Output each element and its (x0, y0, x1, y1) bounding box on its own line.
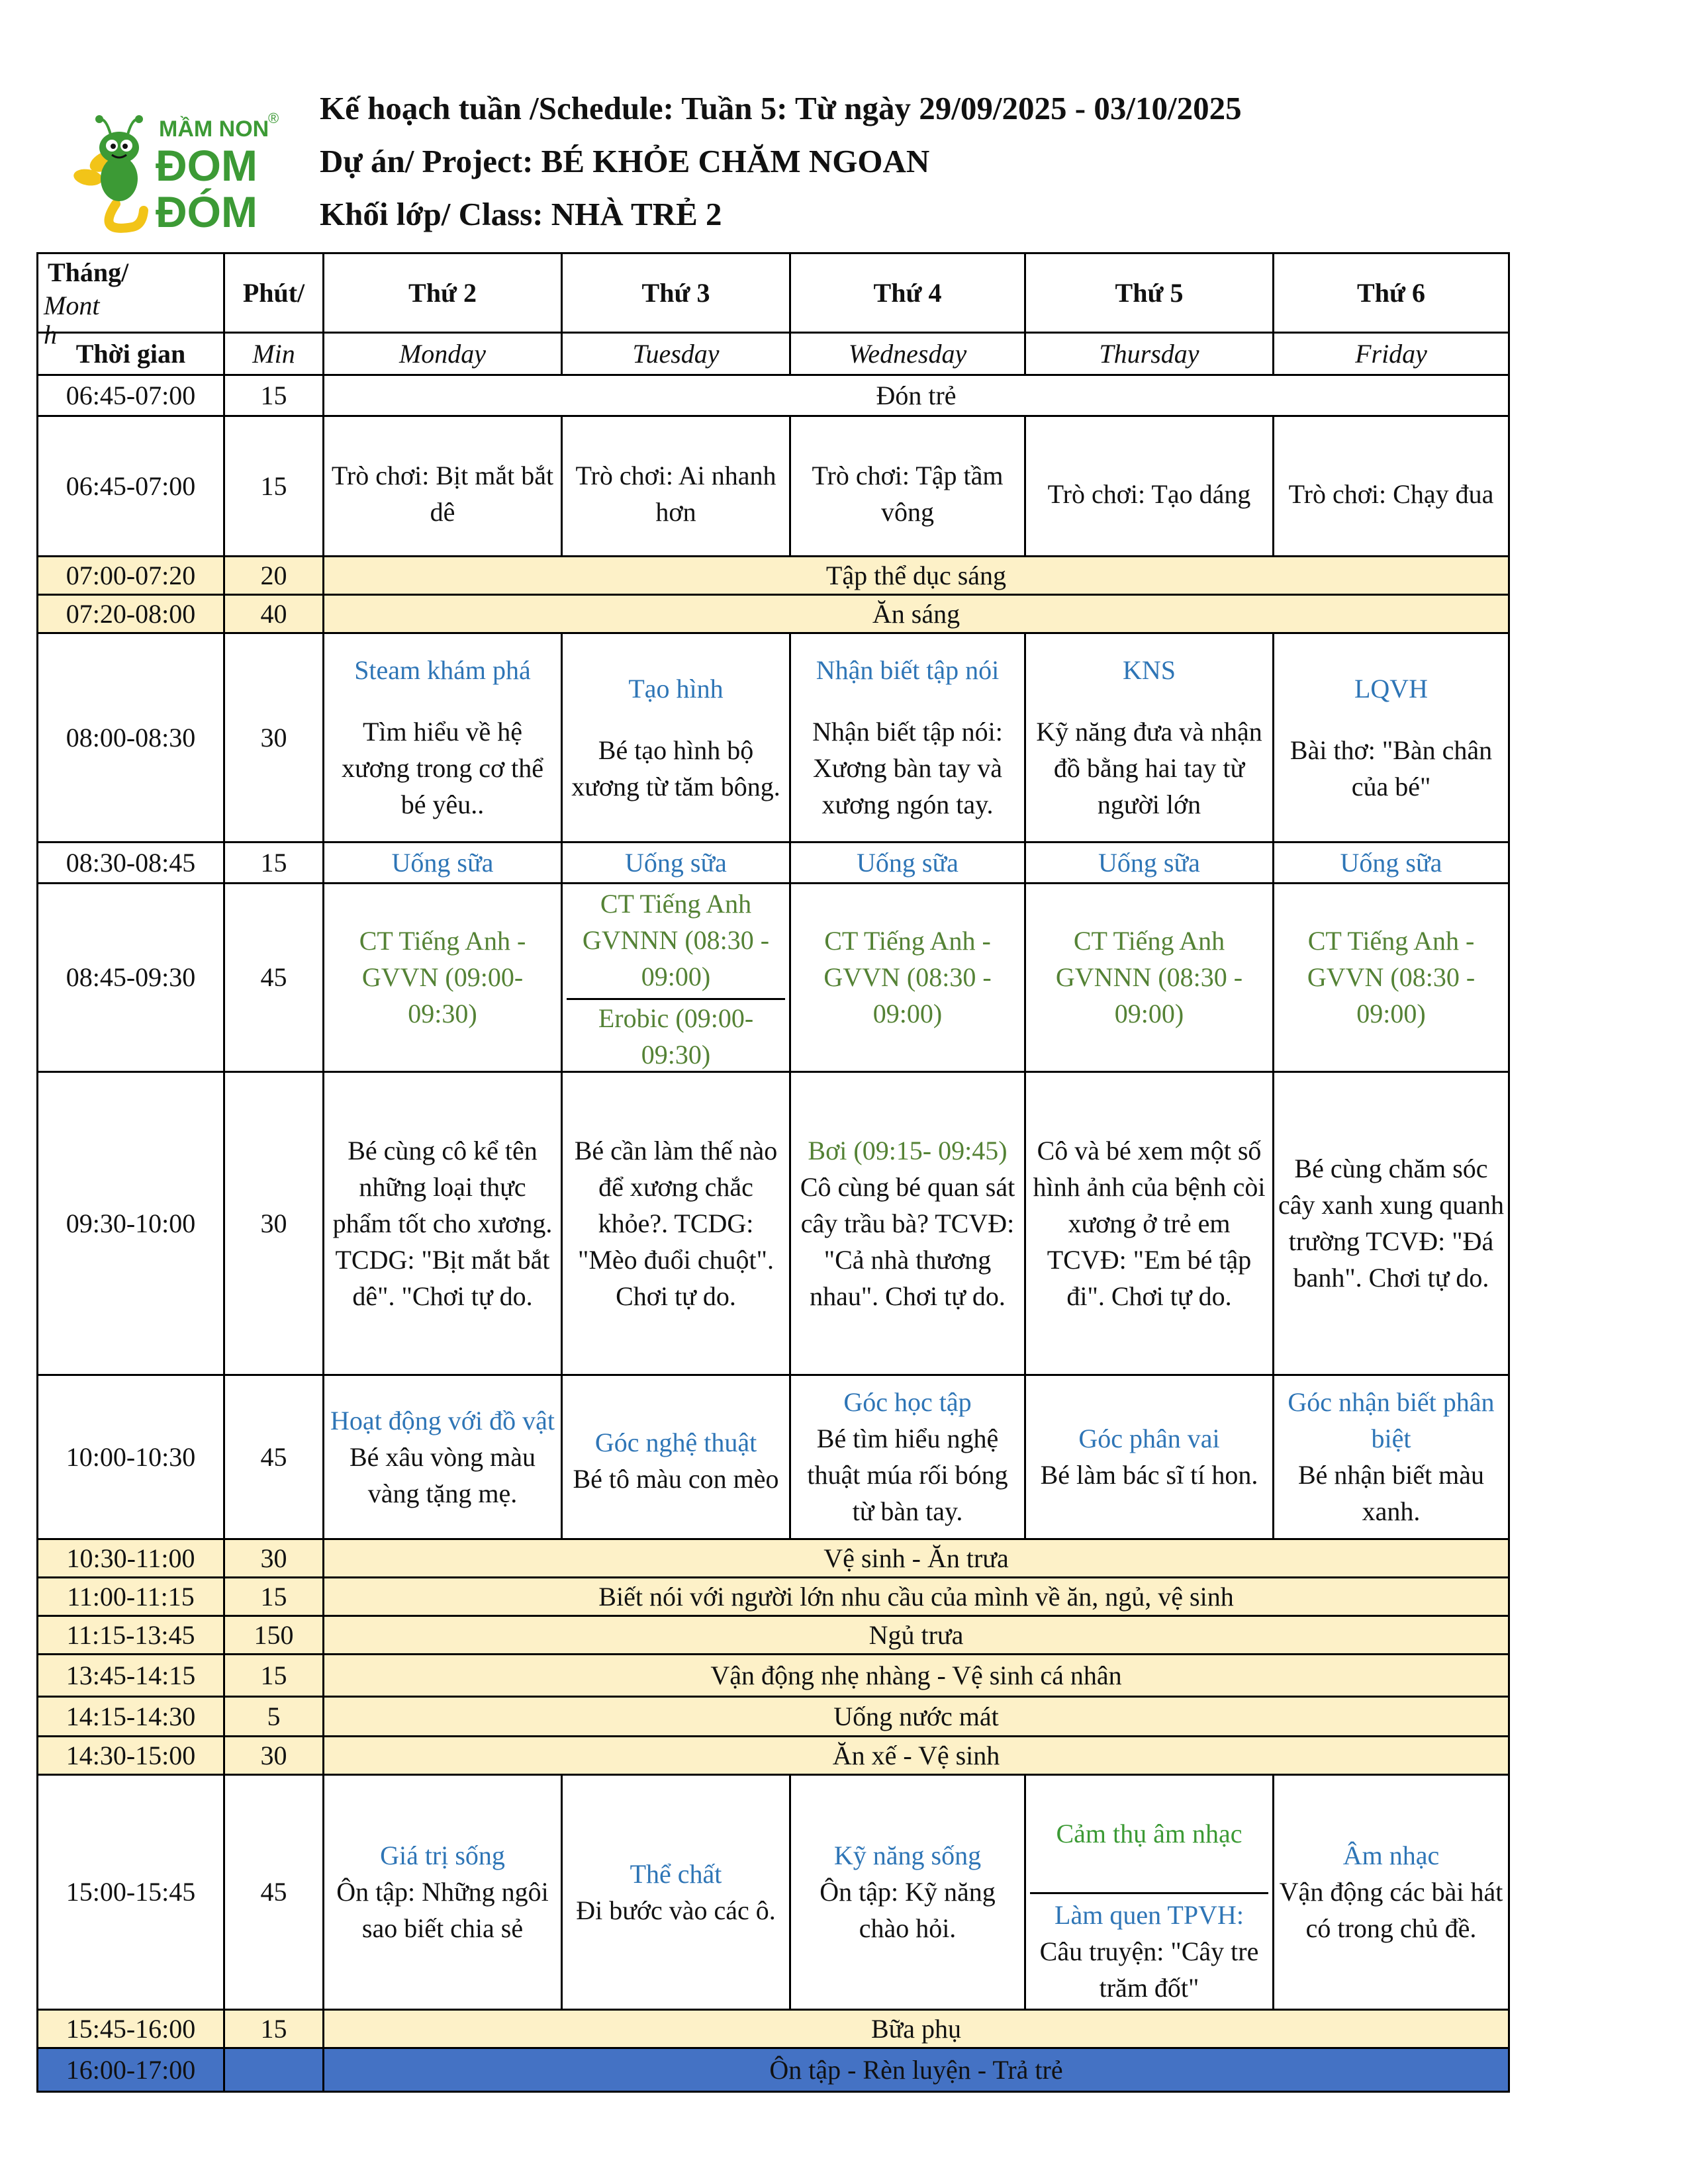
min-cell: 5 (224, 1696, 324, 1736)
day-en-tue: Tuesday (562, 332, 790, 375)
table-row (38, 1577, 1509, 1615)
lesson-cell-mon (324, 633, 562, 842)
english-cell-wed: CT Tiếng Anh - GVVN (08:30 - 09:00) (790, 883, 1025, 1071)
time-cell: 15:45-16:00 (38, 2009, 224, 2048)
subject-label: Steam khám phá (354, 655, 531, 686)
time-cell: 10:00-10:30 (38, 1375, 224, 1539)
header-row-days-en (38, 332, 1509, 375)
min-cell: 45 (224, 1375, 324, 1539)
time-cell: 15:00-15:45 (38, 1774, 224, 2009)
day-header-thu: Thứ 5 (1025, 253, 1274, 333)
min-cell: 15 (224, 2009, 324, 2048)
min-header: Phút/ (224, 253, 324, 333)
afternoon-cell-thu (1025, 1774, 1274, 2009)
day-header-wed: Thứ 4 (790, 253, 1025, 333)
corner-cell-tue (562, 1375, 790, 1539)
activity-cell: Uống nước mát (324, 1696, 1509, 1736)
month-label: Tháng/ (48, 257, 129, 287)
time-cell: 08:45-09:30 (38, 883, 224, 1071)
afternoon-cell-tue (562, 1774, 790, 2009)
activity-cell: Ngủ trưa (324, 1615, 1509, 1654)
lesson-text: Bài thơ: "Bàn chân của bé" (1289, 735, 1493, 801)
subject-label: Góc học tập (843, 1387, 972, 1418)
afternoon-text: Vận động các bài hát có trong chủ đề. (1279, 1877, 1503, 1944)
table-row (38, 1539, 1509, 1577)
table-row (38, 2048, 1509, 2091)
month-en-2: h (44, 319, 57, 349)
table-row (38, 2009, 1509, 2048)
music-appreciation: Cảm thụ âm nhạc (1056, 1819, 1243, 1849)
afternoon-text: Ôn tập: Kỹ năng chào hỏi. (820, 1877, 996, 1944)
game-cell-mon: Trò chơi: Bịt mắt bắt dê (324, 416, 562, 556)
activity-cell: Biết nói với người lớn nhu cầu của mình về ăn, ngủ, vệ sinh (324, 1577, 1509, 1615)
corner-cell-thu (1025, 1375, 1274, 1539)
day-en-wed: Wednesday (790, 332, 1025, 375)
table-row (38, 416, 1509, 556)
afternoon-text: Đi bước vào các ô. (576, 1895, 776, 1925)
milk-cell-fri: Uống sữa (1274, 842, 1509, 883)
registered-mark: ® (268, 110, 279, 126)
subject-label: Âm nhạc (1342, 1841, 1440, 1871)
subject-label: Góc nhận biết phân biệt (1288, 1387, 1495, 1454)
min-cell: 15 (224, 1654, 324, 1696)
header-row-days (38, 253, 1509, 333)
outdoor-cell-mon: Bé cùng cô kể tên những loại thực phẩm tốt cho xương. TCDG: "Bịt mắt bắt dê". "Chơi tự do. (324, 1071, 562, 1375)
min-cell (224, 2048, 324, 2091)
table-row (38, 1654, 1509, 1696)
corner-text: Bé tô màu con mèo (573, 1464, 779, 1494)
time-cell: 10:30-11:00 (38, 1539, 224, 1577)
dom-dom-logo (70, 105, 298, 237)
activity-cell: Vệ sinh - Ăn trưa (324, 1539, 1509, 1577)
min-cell: 20 (224, 556, 324, 594)
day-header-fri: Thứ 6 (1274, 253, 1509, 333)
class-title: Khối lớp/ Class: NHÀ TRẺ 2 (320, 196, 722, 232)
logo-line2: ĐOM (156, 141, 258, 190)
lesson-cell-thu (1025, 633, 1274, 842)
corner-text: Bé nhận biết màu xanh. (1297, 1460, 1485, 1527)
subject-label: Giá trị sống (380, 1841, 505, 1871)
table-row (38, 375, 1509, 416)
english-cell-tue (562, 883, 790, 1071)
time-header: Thời gian (38, 332, 224, 375)
activity-cell: Vận động nhẹ nhàng - Vệ sinh cá nhân (324, 1654, 1509, 1696)
min-cell: 15 (224, 842, 324, 883)
lesson-cell-tue (562, 633, 790, 842)
table-row (38, 594, 1509, 633)
table-row (38, 842, 1509, 883)
corner-text: Bé tìm hiểu nghệ thuật múa rối bóng từ bàn tay. (807, 1424, 1008, 1527)
english-cell-mon: CT Tiếng Anh - GVVN (09:00-09:30) (324, 883, 562, 1071)
subject-label: Thể chất (630, 1858, 722, 1889)
firefly-mascot-icon (72, 115, 144, 228)
milk-cell-mon: Uống sữa (324, 842, 562, 883)
min-cell: 45 (224, 883, 324, 1071)
table-row (38, 633, 1509, 842)
month-header (38, 253, 224, 349)
afternoon-text: Ôn tập: Những ngôi sao biết chia sẻ (336, 1877, 549, 1944)
table-row (38, 1696, 1509, 1736)
subject-label: Tạo hình (628, 673, 724, 704)
game-cell-fri: Trò chơi: Chạy đua (1274, 416, 1509, 556)
subject-label: Góc phân vai (1078, 1424, 1220, 1454)
table-row (38, 1736, 1509, 1774)
time-cell: 07:20-08:00 (38, 594, 224, 633)
subject-label: Kỹ năng sống (833, 1841, 982, 1871)
time-cell: 14:15-14:30 (38, 1696, 224, 1736)
subject-label: Nhận biết tập nói (816, 655, 1000, 686)
logo-line1: MẦM NON (159, 116, 269, 142)
time-cell: 08:00-08:30 (38, 633, 224, 842)
month-en-1: Mont (44, 290, 100, 320)
time-cell: 06:45-07:00 (38, 375, 224, 416)
day-en-thu: Thursday (1025, 332, 1274, 375)
outdoor-cell-tue: Bé cần làm thế nào để xương chắc khỏe?. TCDG: "Mèo đuổi chuột". Chơi tự do. (562, 1071, 790, 1375)
activity-cell: Đón trẻ (324, 375, 1509, 416)
milk-cell-tue: Uống sữa (562, 842, 790, 883)
activity-cell: Ăn xế - Vệ sinh (324, 1736, 1509, 1774)
game-cell-wed: Trò chơi: Tập tầm vông (790, 416, 1025, 556)
table-row (38, 883, 1509, 1071)
corner-text: Bé làm bác sĩ tí hon. (1040, 1460, 1258, 1490)
swim-label: Bơi (09:15- 09:45) (808, 1135, 1008, 1165)
table-row (38, 1375, 1509, 1539)
subject-label: Làm quen TPVH: (1055, 1899, 1244, 1930)
literature-text: Câu truyện: "Cây tre trăm đốt" (1039, 1936, 1259, 2003)
game-cell-tue: Trò chơi: Ai nhanh hơn (562, 416, 790, 556)
afternoon-cell-wed (790, 1774, 1025, 2009)
erobic-tue: Erobic (09:00-09:30) (567, 998, 785, 1073)
lesson-text: Nhận biết tập nói: Xương bàn tay và xương ngón tay. (812, 717, 1003, 820)
lesson-cell-wed (790, 633, 1025, 842)
min-cell: 30 (224, 1071, 324, 1375)
time-cell: 13:45-14:15 (38, 1654, 224, 1696)
subject-label: Hoạt động với đồ vật (330, 1405, 555, 1435)
lesson-text: Kỹ năng đưa và nhận đồ bằng hai tay từ người lớn (1036, 717, 1262, 820)
min-cell: 40 (224, 594, 324, 633)
time-cell: 09:30-10:00 (38, 1071, 224, 1375)
min-cell: 15 (224, 416, 324, 556)
outdoor-cell-wed (790, 1071, 1025, 1375)
time-cell: 11:15-13:45 (38, 1615, 224, 1654)
project-title: Dự án/ Project: BÉ KHỎE CHĂM NGOAN (320, 143, 930, 179)
table-row (38, 1071, 1509, 1375)
min-header-en: Min (224, 332, 324, 375)
afternoon-cell-mon (324, 1774, 562, 2009)
afternoon-cell-fri (1274, 1774, 1509, 2009)
subject-label: LQVH (1354, 673, 1429, 704)
time-cell: 14:30-15:00 (38, 1736, 224, 1774)
corner-cell-mon (324, 1375, 562, 1539)
table-row (38, 1615, 1509, 1654)
lesson-text: Bé tạo hình bộ xương từ tăm bông. (571, 735, 780, 801)
logo-line3: ĐÓM (156, 187, 258, 236)
corner-text: Bé xâu vòng màu vàng tặng mẹ. (349, 1441, 536, 1508)
day-header-mon: Thứ 2 (324, 253, 562, 333)
game-cell-thu: Trò chơi: Tạo dáng (1025, 416, 1274, 556)
day-en-fri: Friday (1274, 332, 1509, 375)
time-cell: 07:00-07:20 (38, 556, 224, 594)
milk-cell-thu: Uống sữa (1025, 842, 1274, 883)
weekly-schedule-table (36, 252, 1510, 2093)
corner-cell-fri (1274, 1375, 1509, 1539)
outdoor-cell-fri: Bé cùng chăm sóc cây xanh xung quanh trường TCVĐ: "Đá banh". Chơi tự do. (1274, 1071, 1509, 1375)
english-cell-fri: CT Tiếng Anh - GVVN (08:30 - 09:00) (1274, 883, 1509, 1071)
milk-cell-wed: Uống sữa (790, 842, 1025, 883)
day-header-tue: Thứ 3 (562, 253, 790, 333)
min-cell: 15 (224, 1577, 324, 1615)
lesson-text: Tìm hiểu về hệ xương trong cơ thể bé yêu.. (341, 717, 544, 820)
time-cell: 08:30-08:45 (38, 842, 224, 883)
english-tue-top: CT Tiếng Anh GVNNN (08:30 - 09:00) (582, 888, 770, 991)
time-cell: 16:00-17:00 (38, 2048, 224, 2091)
subject-label: Góc nghệ thuật (594, 1428, 757, 1458)
lesson-cell-fri (1274, 633, 1509, 842)
schedule-title: Kế hoạch tuần /Schedule: Tuần 5: Từ ngày 29/09/2025 - 03/10/2025 (320, 90, 1242, 126)
corner-cell-wed (790, 1375, 1025, 1539)
table-row (38, 1774, 1509, 2009)
activity-cell: Ăn sáng (324, 594, 1509, 633)
table-row (38, 556, 1509, 594)
activity-cell: Ôn tập - Rèn luyện - Trả trẻ (324, 2048, 1509, 2091)
time-cell: 06:45-07:00 (38, 416, 224, 556)
min-cell: 30 (224, 1736, 324, 1774)
outdoor-cell-thu: Cô và bé xem một số hình ảnh của bệnh còi xương ở trẻ em TCVĐ: "Em bé tập đi". Chơi tự do. (1025, 1071, 1274, 1375)
literature-block (1030, 1892, 1268, 2009)
activity-cell: Bữa phụ (324, 2009, 1509, 2048)
outdoor-text: Cô cùng bé quan sát cây trầu bà? TCVĐ: "Cả nhà thương nhau". Chơi tự do. (800, 1171, 1015, 1311)
min-cell: 30 (224, 633, 324, 842)
min-cell: 15 (224, 375, 324, 416)
min-cell: 30 (224, 1539, 324, 1577)
min-cell: 45 (224, 1774, 324, 2009)
day-en-mon: Monday (324, 332, 562, 375)
min-cell: 150 (224, 1615, 324, 1654)
time-cell: 11:00-11:15 (38, 1577, 224, 1615)
activity-cell: Tập thể dục sáng (324, 556, 1509, 594)
subject-label: KNS (1122, 655, 1176, 686)
english-cell-thu: CT Tiếng Anh GVNNN (08:30 - 09:00) (1025, 883, 1274, 1071)
